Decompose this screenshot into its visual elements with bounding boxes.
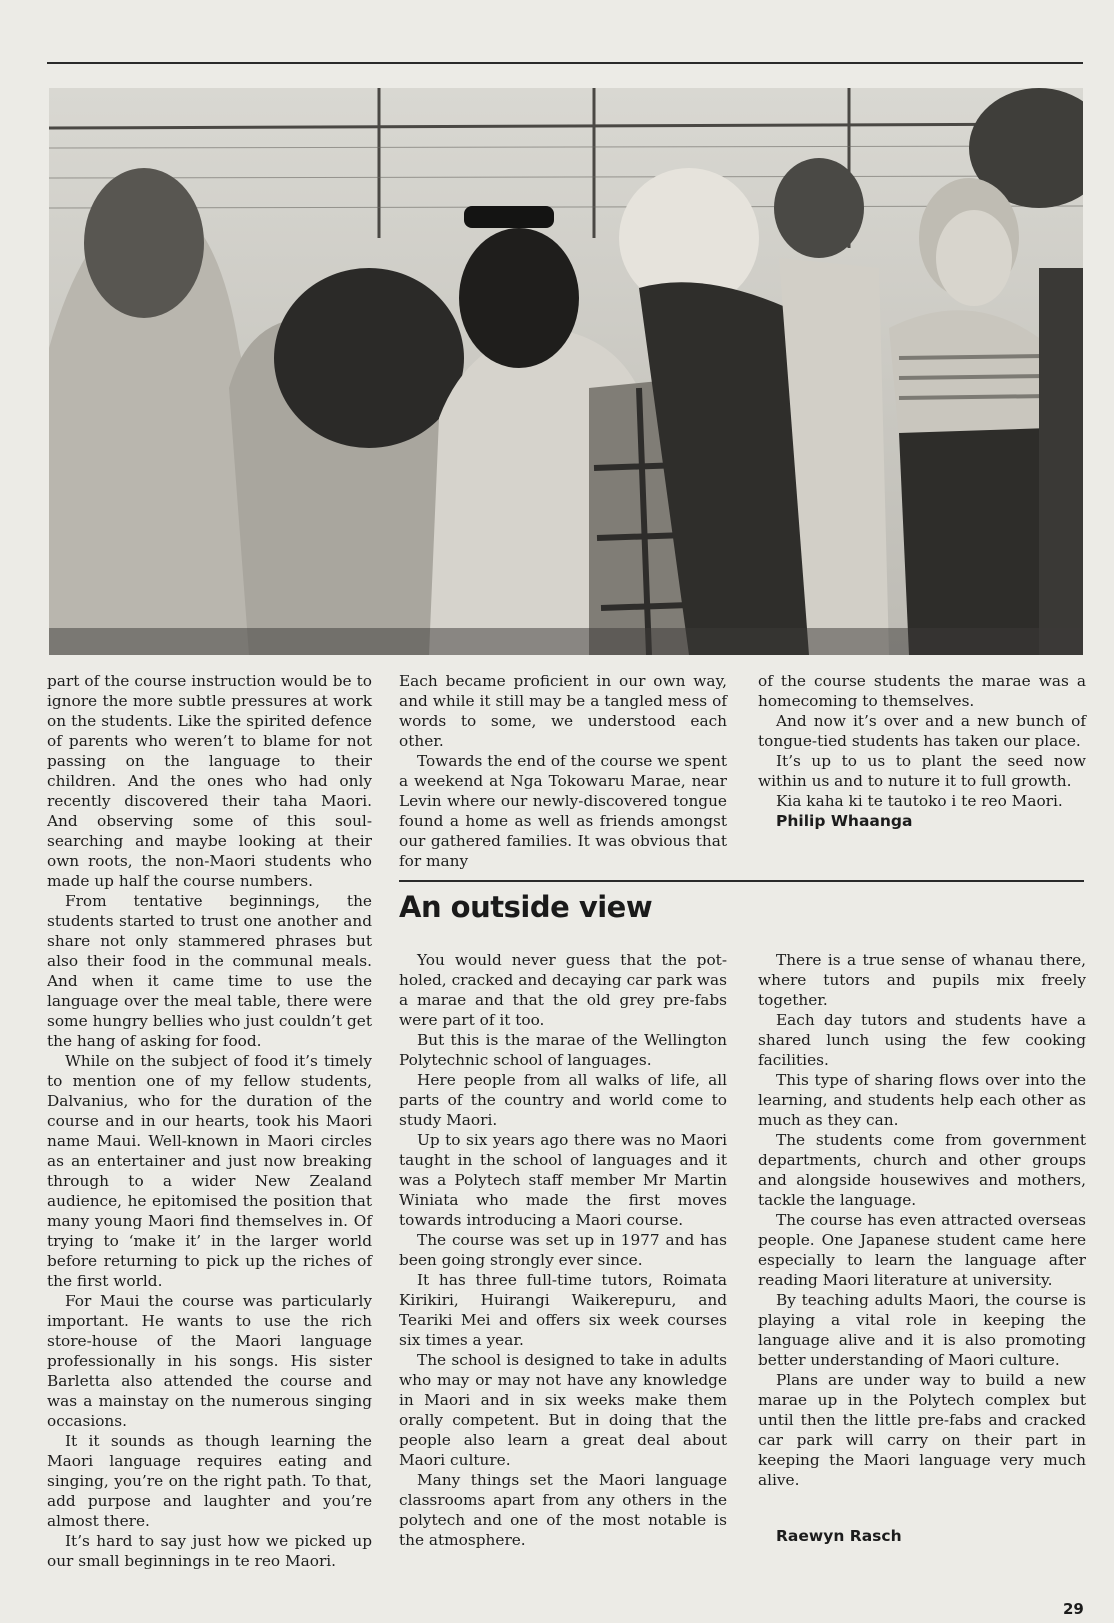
paragraph: It it sounds as though learning the Maori language requires eating and singing, you’re on the right path. To that, add purpose and laughter and you’re almost there. <box>47 1432 372 1530</box>
paragraph: Each day tutors and students have a shared lunch using the few cooking facilities. <box>758 1011 1086 1069</box>
paragraph: Kia kaha ki te tautoko i te reo Maori. <box>776 792 1063 810</box>
article2-byline: Raewyn Rasch <box>776 1527 902 1545</box>
paragraph: of the course students the marae was a homecoming to themselves. <box>758 672 1086 710</box>
section-divider <box>399 880 1084 882</box>
paragraph: You would never guess that the pot-holed, cracked and decaying car park was a marae and that the old grey pre-fabs were part of it too. <box>399 951 727 1029</box>
paragraph: The students come from government departments, church and other groups and alongside housewives and mothers, tackle the language. <box>758 1131 1086 1209</box>
page-number: 29 <box>1063 1600 1084 1618</box>
article1-column-2 <box>399 671 727 871</box>
paragraph: For Maui the course was particularly important. He wants to use the rich store-house of the Maori language professionally in his songs. His sister Barletta also attended the course and was a mainstay on the numerous singing occasions. <box>47 1292 372 1430</box>
paragraph: Towards the end of the course we spent a weekend at Nga Tokowaru Marae, near Levin where our newly-discovered tongue found a home as well as friends amongst our gathered families. It was obvious that for many <box>399 752 727 870</box>
paragraph: Each became proficient in our own way, and while it still may be a tangled mess of words to some, we understood each other. <box>399 672 727 750</box>
article1-column-3 <box>758 671 1086 831</box>
article1-column-1 <box>47 671 372 1571</box>
paragraph: But this is the marae of the Wellington Polytechnic school of languages. <box>399 1031 727 1069</box>
paragraph: It’s hard to say just how we picked up our small beginnings in te reo Maori. <box>47 1532 372 1570</box>
article-photo <box>49 88 1083 655</box>
paragraph: By teaching adults Maori, the course is playing a vital role in keeping the language alive and it is also promoting better understanding of Maori culture. <box>758 1291 1086 1369</box>
paragraph: And now it’s over and a new bunch of tongue-tied students has taken our place. <box>758 712 1086 750</box>
paragraph: Up to six years ago there was no Maori taught in the school of languages and it was a Polytech staff member Mr Martin Winiata who made the first moves towards introducing a Maori course. <box>399 1131 727 1229</box>
paragraph: part of the course instruction would be to ignore the more subtle pressures at work on the students. Like the spirited defence of parents who weren’t to blame for not passing on the language to their children. And the ones who had only recently discovered their taha Maori. And observing some of this soul-searching and maybe looking at their own roots, the non-Maori students who made up half the course numbers. <box>47 672 372 890</box>
top-rule <box>47 62 1083 64</box>
paragraph: It’s up to us to plant the seed now within us and to nuture it to full growth. <box>758 752 1086 790</box>
article2-heading: An outside view <box>399 890 653 924</box>
paragraph: It has three full-time tutors, Roimata Kirikiri, Huirangi Waikerepuru, and Teariki Mei and offers six week courses six times a year. <box>399 1271 727 1349</box>
paragraph: Many things set the Maori language classrooms apart from any others in the polytech and one of the most notable is the atmosphere. <box>399 1471 727 1549</box>
paragraph: The course was set up in 1977 and has been going strongly ever since. <box>399 1231 727 1269</box>
paragraph: The course has even attracted overseas people. One Japanese student came here especially to learn the language after reading Maori literature at university. <box>758 1211 1086 1289</box>
paragraph: The school is designed to take in adults who may or may not have any knowledge in Maori and in six weeks make them orally competent. But in doing that the people also learn a great deal about Maori culture. <box>399 1351 727 1469</box>
article2-column-2 <box>758 950 1086 1546</box>
paragraph: While on the subject of food it’s timely to mention one of my fellow students, Dalvanius, who for the duration of the course and in our hearts, took his Maori name Maui. Well-known in Maori circles as an entertainer and just now breaking through to a wider New Zealand audience, he epitomised the position that many young Maori find themselves in. Of trying to ‘make it’ in the larger world before returning to pick up the riches of the first world. <box>47 1052 372 1290</box>
paragraph: Plans are under way to build a new marae up in the Polytech complex but until then the little pre-fabs and cracked car park will carry on their part in keeping the Maori language very much alive. <box>758 1371 1086 1489</box>
paragraph: From tentative beginnings, the students started to trust one another and share not only stammered phrases but also their food in the communal meals. And when it came time to use the language over the meal table, there were some hungry bellies who just couldn’t get the hang of asking for food. <box>47 892 372 1050</box>
paragraph: Here people from all walks of life, all parts of the country and world come to study Maori. <box>399 1071 727 1129</box>
paragraph: This type of sharing flows over into the learning, and students help each other as much as they can. <box>758 1071 1086 1129</box>
article1-byline: Philip Whaanga <box>776 812 913 830</box>
article2-column-1 <box>399 950 727 1550</box>
paragraph: There is a true sense of whanau there, where tutors and pupils mix freely together. <box>758 951 1086 1009</box>
